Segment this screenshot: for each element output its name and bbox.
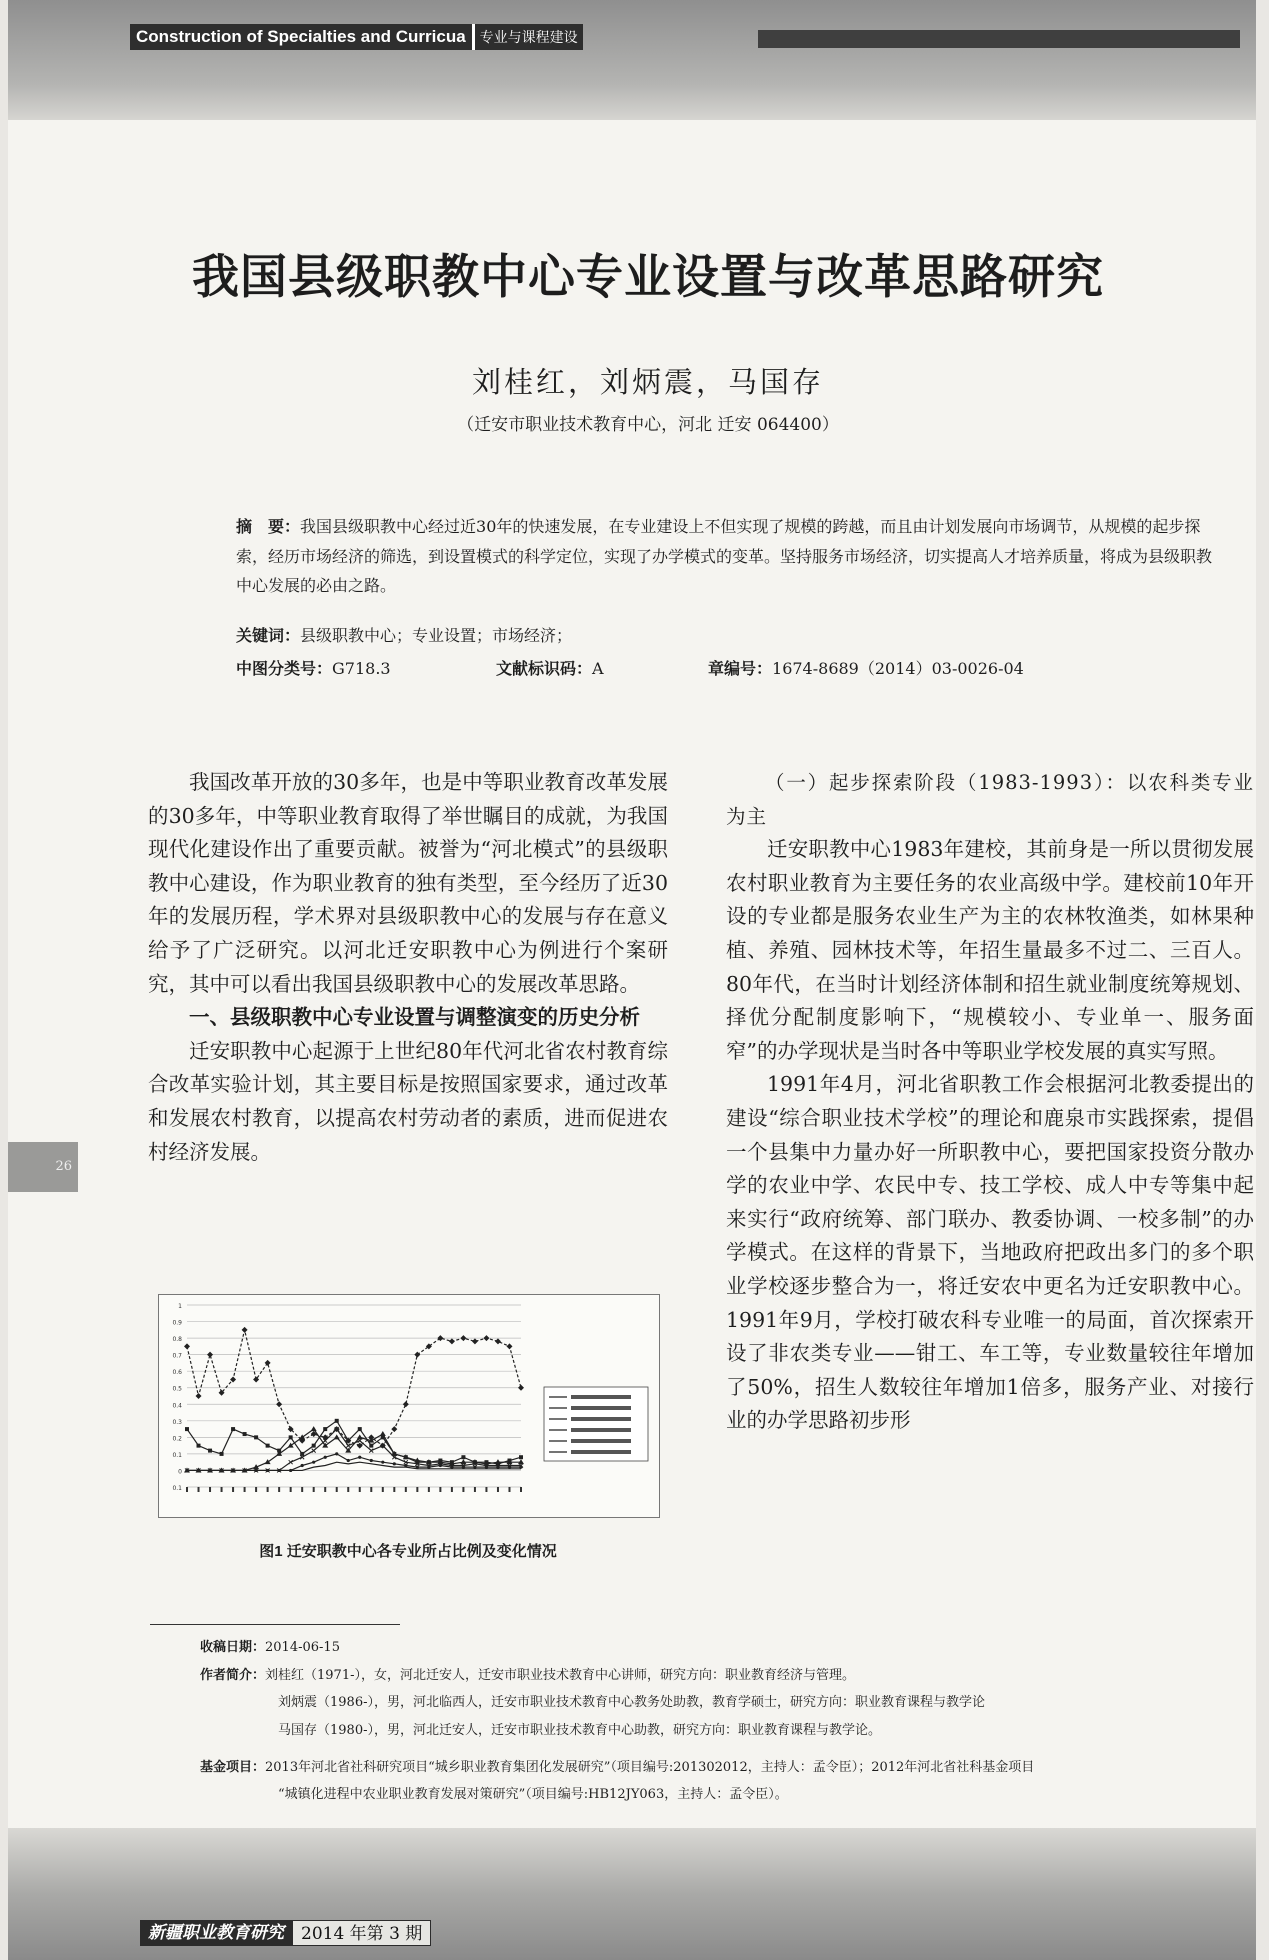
data-point — [324, 1456, 327, 1459]
keywords-label: 关键词： — [236, 628, 301, 645]
data-point — [242, 1327, 248, 1333]
data-point — [288, 1443, 294, 1448]
author-bio-2: 刘炳震（1986-），男，河北临西人，迁安市职业技术教育中心教务处助教，教育学硕士，研究方向：职业教育课程与教学论 — [278, 1695, 985, 1710]
right-column — [726, 766, 1254, 1438]
header-bar — [758, 30, 1240, 48]
abstract-text: 我国县级职教中心经过近30年的快速发展，在专业建设上不但实现了规模的跨越，而且由计划发展向市场调节，从规模的起步探索，经历市场经济的筛选，到设置模式的科学定位，实现了办学模式的变革。坚持服务市场经济，切实提高人才培养质量，将成为县级职教中心发展的必由之路。 — [236, 517, 1213, 595]
clc-value: G718.3 — [332, 659, 391, 678]
data-point — [347, 1459, 350, 1462]
data-point — [460, 1335, 466, 1341]
legend-label-blur — [571, 1428, 631, 1432]
data-point — [380, 1431, 386, 1436]
data-point — [243, 1432, 247, 1436]
data-point — [265, 1459, 271, 1464]
author-bio-1: 刘桂红（1971-），女，河北迁安人，迁安市职业技术教育中心讲师，研究方向：职业教育经济与管理。 — [265, 1668, 855, 1683]
article-number: 1674-8689（2014）03-0026-04 — [772, 659, 1024, 678]
data-point — [334, 1434, 340, 1439]
paragraph-2: 迁安职教中心起源于上世纪80年代河北省农村教育综合改革实验计划，其主要目标是按照国家要求，通过改革和发展农村教育，以提高农村劳动者的素质，进而促进农村经济发展。 — [148, 1038, 668, 1164]
footnote-received — [200, 1636, 1240, 1659]
data-point — [312, 1444, 316, 1448]
data-point — [185, 1427, 189, 1431]
data-point — [335, 1452, 338, 1455]
fund-label: 基金项目： — [200, 1759, 266, 1774]
data-point — [322, 1434, 328, 1440]
y-tick-label: 0.6 — [172, 1369, 182, 1377]
legend-label-blur — [571, 1450, 631, 1454]
top-scan-band — [8, 0, 1256, 120]
data-point — [208, 1449, 212, 1453]
data-point — [312, 1449, 316, 1453]
data-point — [197, 1444, 201, 1448]
journal-name: 新疆职业教育研究 — [140, 1920, 292, 1946]
paragraph-3: 迁安职教中心1983年建校，其前身是一所以贯彻发展农村职业教育为主要任务的农业高级中学。建校前10年开设的专业都是服务农业生产为主的农林牧渔类，如林果种植、养殖、园林技术等，年招生量最多不过二、三百人。80年代，在当时计划经济体制和招生就业制度统筹规划、择优分配制度影响下，“规模较小、专业单一、服务面窄”的办学现状是当时各中等职业学校发展的真实写照。 — [726, 837, 1254, 1063]
clc-label: 中图分类号： — [236, 661, 333, 678]
section-header-cn: 专业与课程建设 — [472, 24, 583, 50]
y-tick-label: 0 — [178, 1468, 182, 1476]
data-point — [254, 1435, 258, 1439]
data-point — [391, 1426, 397, 1432]
footnote-rule — [150, 1624, 400, 1625]
y-tick-label: 0.2 — [172, 1435, 182, 1443]
y-tick-label: 0.4 — [172, 1402, 182, 1410]
data-point — [276, 1451, 282, 1456]
data-point — [231, 1427, 235, 1431]
data-point — [230, 1376, 236, 1382]
left-column — [148, 766, 668, 1169]
data-point — [196, 1393, 202, 1399]
article-affiliation: （迁安市职业技术教育中心，河北 迁安 064400） — [457, 415, 839, 435]
journal-page — [8, 0, 1256, 1960]
y-tick-label: 0.8 — [172, 1336, 182, 1344]
y-tick-label: 1 — [178, 1303, 182, 1310]
y-tick-label: 0.5 — [172, 1385, 182, 1393]
section-header — [130, 24, 583, 50]
data-point — [506, 1343, 512, 1349]
legend-label-blur — [571, 1439, 631, 1443]
paragraph-1: 我国改革开放的30多年，也是中等职业教育改革发展的30多年，中等职业教育取得了举世瞩目的成就，为我国现代化建设作出了重要贡献。被誉为“河北模式”的县级职教中心建设，作为职业教育的独有类型，至今经历了近30年的发展历程，学术界对县级职教中心的发展与存在意义给予了广泛研究。以河北迁安职教中心为例进行个案研究，其中可以看出我国县级职教中心的发展改革思路。 — [148, 770, 668, 996]
keywords: 县级职教中心；专业设置；市场经济； — [300, 626, 573, 645]
section-heading-1: 一、县级职教中心专业设置与调整演变的历史分析 — [189, 1006, 640, 1030]
paragraph-4: 1991年4月，河北省职教工作会根据河北教委提出的建设“综合职业技术学校”的理论和鹿泉市实践探索，提倡一个县集中力量办好一所职教中心，要把国家投资分散办学的农业中学、农民中专、技工学校、成人中专等集中起来实行“政府统筹、部门联办、教委协调、一校多制”的办学模式。在这样的背景下，当地政府把政出多门的多个职业学校逐步整合为一，将迁安农中更名为迁安职教中心。1991年9月，学校打破农科专业唯一的局面，首次探索开设了非农类专业——钳工、车工等，专业数量较往年增加了50%，招生人数较往年增加1倍多，服务产业、对接行业的办学思路初步形 — [726, 1072, 1254, 1433]
legend-label-blur — [571, 1417, 631, 1421]
article-authors: 刘桂红，刘炳震，马国存 — [471, 365, 824, 399]
data-point — [519, 1455, 523, 1459]
data-point — [483, 1335, 489, 1341]
section-header-en: Construction of Specialties and Curricua — [130, 24, 472, 50]
article-number-label: 章编号： — [708, 661, 773, 678]
data-point — [403, 1401, 409, 1407]
data-point — [370, 1459, 373, 1462]
data-point — [207, 1352, 213, 1358]
subsection-heading: （一）起步探索阶段（1983-1993）：以农科类专业为主 — [726, 771, 1254, 828]
data-point — [358, 1456, 361, 1459]
keywords-line — [236, 623, 572, 646]
data-point — [276, 1401, 282, 1407]
series-line — [187, 1462, 521, 1470]
y-tick-label: 0.1 — [172, 1485, 182, 1492]
data-point — [518, 1385, 524, 1391]
data-point — [495, 1338, 501, 1344]
figure-chart — [158, 1294, 660, 1518]
data-point — [439, 1464, 442, 1467]
received-date: 2014-06-15 — [265, 1640, 340, 1655]
classification-line — [236, 656, 391, 679]
data-point — [449, 1338, 455, 1344]
abstract — [236, 512, 1216, 600]
data-point — [358, 1427, 362, 1431]
fund-line-2: “城镇化进程中农业职业教育发展对策研究”（项目编号:HB12JY063，主持人：孟令臣）。 — [278, 1787, 788, 1802]
doc-value: A — [592, 659, 604, 678]
data-point — [299, 1434, 305, 1439]
series-line — [187, 1421, 521, 1464]
y-tick-label: 0.9 — [172, 1319, 182, 1327]
received-label: 收稿日期： — [200, 1639, 266, 1654]
data-point — [266, 1444, 270, 1448]
data-point — [393, 1462, 396, 1465]
data-point — [312, 1461, 315, 1464]
fund-line-1: 2013年河北省社科研究项目“城乡职业教育集团化发展研究”（项目编号:201302012，主持人：孟令臣）；2012年河北省社科基金项目 — [265, 1760, 1035, 1775]
data-point — [184, 1343, 190, 1349]
abstract-label: 摘 要： — [236, 519, 301, 536]
doc-code-line — [496, 656, 604, 679]
footnote-author-1 — [200, 1664, 1240, 1687]
y-tick-label: 0.7 — [172, 1352, 182, 1360]
line-chart — [159, 1295, 659, 1517]
figure-caption: 图1 迁安职教中心各专业所占比例及变化情况 — [259, 1543, 557, 1560]
article-number-line — [708, 656, 1024, 679]
data-point — [381, 1461, 384, 1464]
data-point — [311, 1426, 317, 1431]
data-point — [335, 1419, 339, 1423]
data-point — [323, 1427, 327, 1431]
footnote-fund — [200, 1756, 1240, 1779]
data-point — [357, 1434, 363, 1439]
article-title: 我国县级职教中心专业设置与改革思路研究 — [192, 250, 1104, 305]
y-tick-label: 0.1 — [172, 1451, 182, 1459]
author-bio-3: 马国存（1980-），男，河北迁安人，迁安市职业技术教育中心助教，研究方向：职业教育课程与教学论。 — [278, 1723, 881, 1738]
legend-label-blur — [571, 1395, 631, 1399]
data-point — [461, 1455, 465, 1459]
data-point — [369, 1444, 373, 1448]
data-point — [346, 1439, 350, 1443]
data-point — [289, 1435, 293, 1439]
journal-issue: 2014 年第 3 期 — [292, 1920, 431, 1946]
data-point — [472, 1338, 478, 1344]
legend-label-blur — [571, 1406, 631, 1410]
page-number: 26 — [8, 1142, 78, 1192]
author-label: 作者简介： — [200, 1667, 266, 1682]
data-point — [301, 1464, 304, 1467]
data-point — [220, 1452, 224, 1456]
journal-footer — [140, 1920, 431, 1946]
doc-label: 文献标识码： — [496, 661, 593, 678]
y-tick-label: 0.3 — [172, 1418, 182, 1426]
